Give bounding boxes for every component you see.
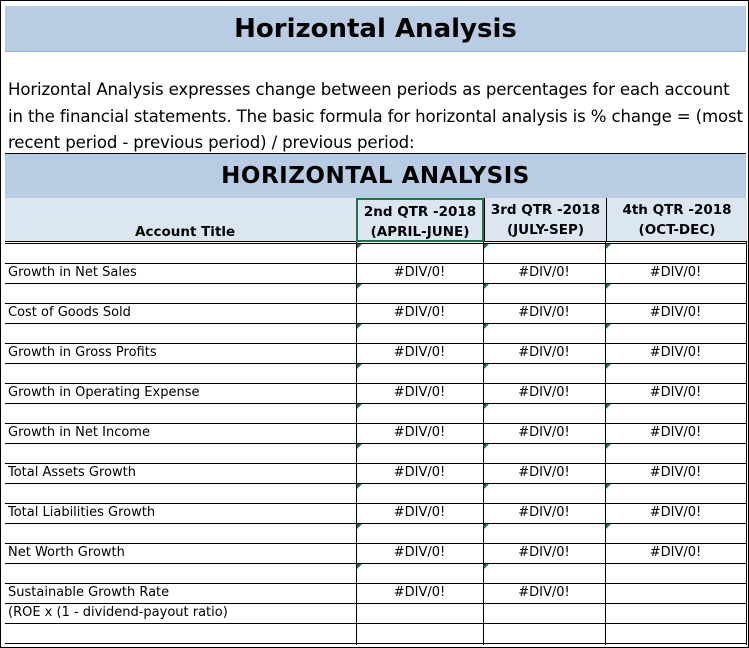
value-cell-q4[interactable]: #DIV/0! (649, 425, 702, 440)
row-label[interactable]: Growth in Net Income (8, 425, 150, 440)
value-cell-q3[interactable]: #DIV/0! (518, 425, 570, 440)
value-cell-q4[interactable]: #DIV/0! (649, 345, 702, 360)
error-indicator-icon (606, 284, 611, 289)
q4-header-line2: (OCT-DEC) (638, 222, 716, 238)
value-cell-q3[interactable]: #DIV/0! (518, 345, 570, 360)
grid-line (5, 423, 747, 424)
value-cell-q4[interactable]: #DIV/0! (649, 505, 702, 520)
value-cell-q4[interactable]: #DIV/0! (649, 545, 702, 560)
error-indicator-icon (484, 324, 489, 329)
column-header-q3[interactable] (484, 198, 606, 242)
grid-line (5, 403, 747, 404)
error-indicator-icon (357, 484, 362, 489)
grid-line (5, 343, 747, 344)
value-cell-q3[interactable]: #DIV/0! (518, 305, 570, 320)
value-cell-q2[interactable]: #DIV/0! (393, 545, 446, 560)
row-label[interactable]: Sustainable Growth Rate (8, 585, 170, 600)
value-cell-q2[interactable]: #DIV/0! (393, 305, 446, 320)
error-indicator-icon (484, 364, 489, 369)
grid-line (5, 303, 747, 304)
error-indicator-icon (357, 244, 362, 249)
value-cell-q3[interactable]: #DIV/0! (518, 465, 570, 480)
footnote-text[interactable]: (ROE x (1 - dividend-payout ratio) (8, 605, 228, 620)
value-cell-q4[interactable]: #DIV/0! (649, 305, 702, 320)
value-cell-q3[interactable]: #DIV/0! (518, 545, 570, 560)
value-cell-q2[interactable]: #DIV/0! (393, 585, 446, 600)
grid-line (5, 643, 747, 644)
error-indicator-icon (606, 404, 611, 409)
error-indicator-icon (357, 404, 362, 409)
value-cell-q4[interactable]: #DIV/0! (649, 265, 702, 280)
row-label[interactable]: Total Liabilities Growth (8, 505, 156, 520)
table-title: HORIZONTAL ANALYSIS (5, 153, 746, 199)
grid-line (5, 283, 747, 284)
error-indicator-icon (484, 244, 489, 249)
grid-line (5, 443, 747, 444)
row-label[interactable]: Net Worth Growth (8, 545, 125, 560)
row-label[interactable]: Growth in Net Sales (8, 265, 137, 280)
grid-line (5, 463, 747, 464)
q3-header-line2: (JULY-SEP) (506, 222, 585, 238)
grid-line (5, 383, 747, 384)
error-indicator-icon (484, 404, 489, 409)
error-indicator-icon (357, 284, 362, 289)
column-header-q4[interactable] (606, 198, 747, 242)
q2-header-line2: (APRIL-JUNE) (370, 224, 470, 240)
error-indicator-icon (357, 564, 362, 569)
error-indicator-icon (606, 364, 611, 369)
column-header-account-label: Account Title (135, 224, 236, 240)
grid-line (5, 523, 747, 524)
value-cell-q2[interactable]: #DIV/0! (393, 345, 446, 360)
grid-line (5, 263, 747, 264)
q2-header-line1: 2nd QTR -2018 (363, 204, 477, 220)
grid-line (5, 583, 747, 584)
value-cell-q2[interactable]: #DIV/0! (393, 465, 446, 480)
error-indicator-icon (606, 484, 611, 489)
column-header-q2[interactable] (356, 198, 484, 242)
error-indicator-icon (484, 484, 489, 489)
error-indicator-icon (357, 364, 362, 369)
value-cell-q4[interactable]: #DIV/0! (649, 465, 702, 480)
value-cell-q4[interactable]: #DIV/0! (649, 385, 702, 400)
error-indicator-icon (357, 324, 362, 329)
error-indicator-icon (484, 524, 489, 529)
row-label[interactable]: Growth in Gross Profits (8, 345, 157, 360)
grid-line (5, 603, 747, 604)
error-indicator-icon (484, 444, 489, 449)
error-indicator-icon (357, 444, 362, 449)
error-indicator-icon (357, 524, 362, 529)
error-indicator-icon (484, 564, 489, 569)
grid-line (5, 623, 747, 624)
error-indicator-icon (606, 524, 611, 529)
row-label[interactable]: Total Assets Growth (8, 465, 136, 480)
error-indicator-icon (606, 244, 611, 249)
q4-header-line1: 4th QTR -2018 (622, 202, 732, 218)
analysis-grid (5, 153, 747, 645)
sheet-title: Horizontal Analysis (5, 6, 746, 52)
error-indicator-icon (606, 444, 611, 449)
row-label[interactable]: Growth in Operating Expense (8, 385, 200, 400)
column-header-account[interactable] (5, 198, 356, 242)
value-cell-q3[interactable]: #DIV/0! (518, 585, 570, 600)
value-cell-q2[interactable]: #DIV/0! (393, 505, 446, 520)
value-cell-q2[interactable]: #DIV/0! (393, 265, 446, 280)
description-text: Horizontal Analysis expresses change between periods as percentages for each account in the financial statements. The basic formula for horizontal analysis is % change = (most recent period - previous period) / previous period: (8, 80, 743, 152)
grid-line (5, 503, 747, 504)
value-cell-q3[interactable]: #DIV/0! (518, 385, 570, 400)
grid-line (5, 563, 747, 564)
grid-line (5, 323, 747, 324)
value-cell-q3[interactable]: #DIV/0! (518, 265, 570, 280)
value-cell-q3[interactable]: #DIV/0! (518, 505, 570, 520)
error-indicator-icon (606, 324, 611, 329)
grid-line (5, 363, 747, 364)
q3-header-line1: 3rd QTR -2018 (490, 202, 601, 218)
value-cell-q2[interactable]: #DIV/0! (393, 385, 446, 400)
value-cell-q2[interactable]: #DIV/0! (393, 425, 446, 440)
grid-line (5, 543, 747, 544)
row-label[interactable]: Cost of Goods Sold (8, 305, 131, 320)
grid-line (5, 483, 747, 484)
grid-line (5, 243, 747, 244)
error-indicator-icon (484, 284, 489, 289)
